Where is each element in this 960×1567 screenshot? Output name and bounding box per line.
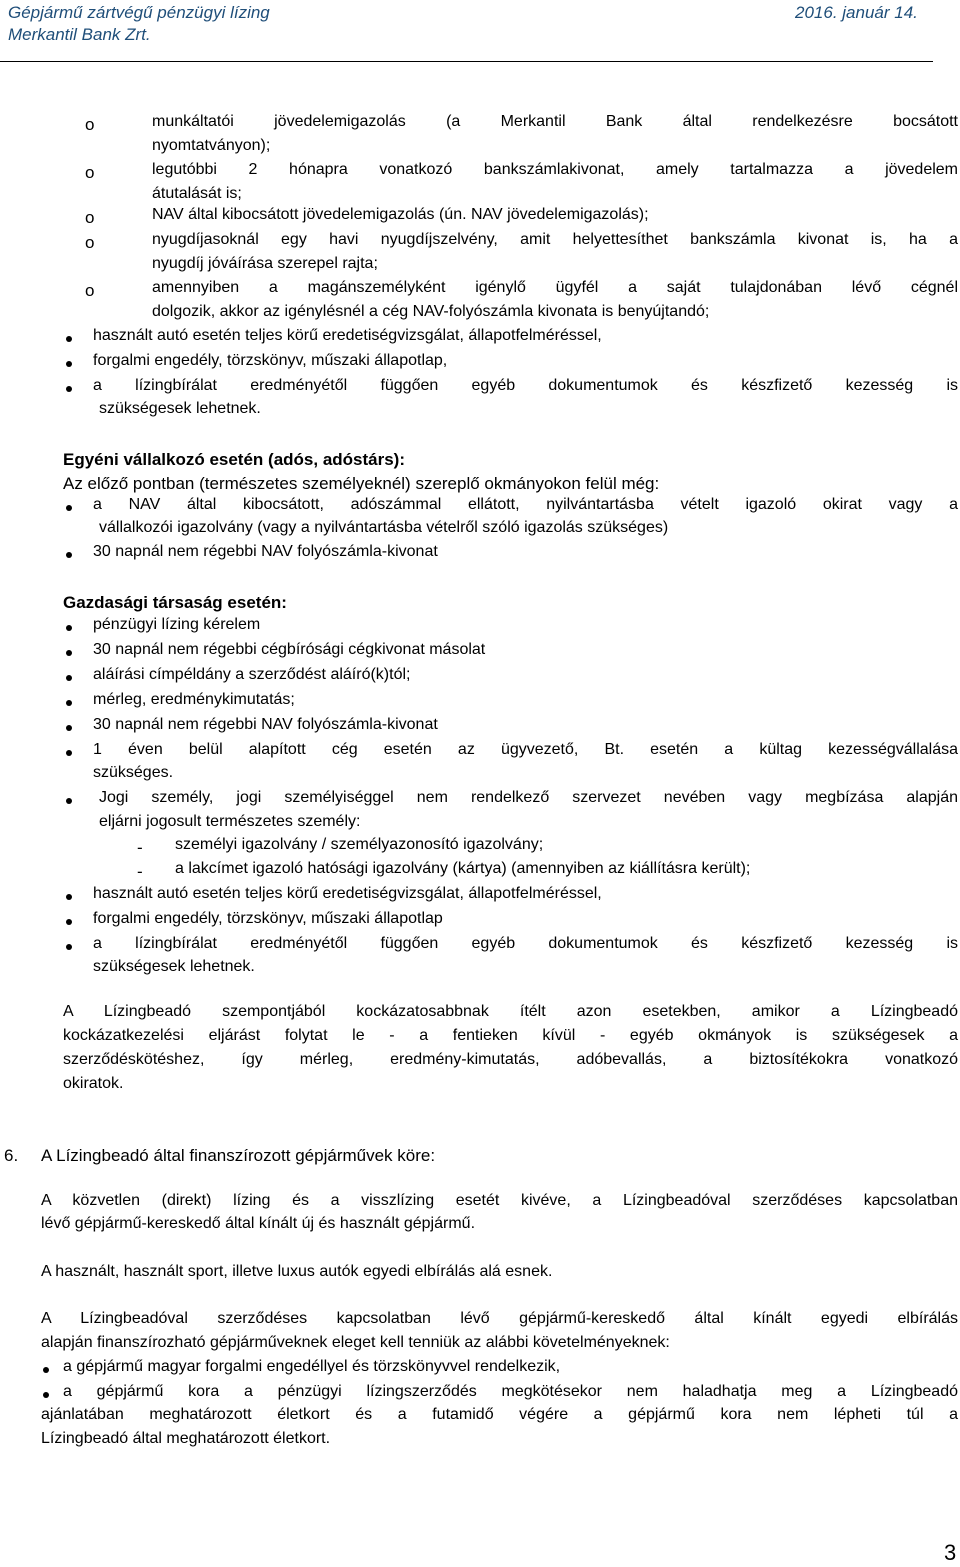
list-item: 30 napnál nem régebbi NAV folyószámla-kivonat	[93, 716, 438, 733]
bullet-icon	[66, 798, 72, 804]
section-title: A Lízingbeadó által finanszírozott gépjárművek köre:	[41, 1146, 436, 1165]
bullet-icon	[66, 386, 72, 392]
list-item: eljárni jogosult természetes személy:	[99, 813, 361, 830]
document-title: Gépjármű zártvégű pénzügyi lízing	[8, 3, 270, 22]
page-number: 3	[944, 1540, 957, 1565]
dash-item: a lakcímet igazoló hatósági igazolvány (kártya) (amennyiben az kiállításra került);	[175, 860, 751, 877]
dash-marker: -	[137, 838, 143, 857]
document-date: 2016. január 14.	[795, 3, 918, 22]
dash-marker: -	[137, 862, 143, 881]
list-item: használt autó esetén teljes körű eredetiségvizsgálat, állapotfelméréssel,	[93, 885, 602, 902]
sub-item-line: nyugdíjasoknál egy havi nyugdíjszelvény, amit helyettesíthet bankszámla kivonat is, ha a	[152, 231, 958, 248]
circle-bullet-icon: o	[85, 115, 95, 134]
sub-item-line: legutóbbi 2 hónapra vonatkozó bankszámlakivonat, amely tartalmazza a jövedelem	[152, 161, 958, 178]
list-item: mérleg, eredménykimutatás;	[93, 691, 295, 708]
paragraph-line: A Lízingbeadóval szerződéses kapcsolatban lévő gépjármű-kereskedő által kínált egyedi elbírálás	[41, 1310, 958, 1327]
list-item: ajánlatában meghatározott életkort és a futamidő végére a gépjármű kora nem lépheti túl a	[41, 1406, 958, 1423]
list-item: 1 éven belül alapított cég esetén az ügyvezető, Bt. esetén a kültag kezességvállalása	[93, 741, 958, 758]
paragraph-line: A Lízingbeadó szempontjából kockázatosabbnak ítélt azon esetekben, amikor a Lízingbeadó	[63, 1003, 958, 1020]
sub-item-line: nyugdíj jóváírása szerepel rajta;	[152, 255, 378, 272]
company-name: Merkantil Bank Zrt.	[8, 25, 151, 44]
bullet-icon	[66, 700, 72, 706]
list-item: Jogi személy, jogi személyiséggel nem rendelkező szervezet nevében vagy megbízása alapján	[99, 789, 958, 806]
list-item: a NAV által kibocsátott, adószámmal ellátott, nyilvántartásba vételt igazoló okirat vagy a	[93, 496, 958, 513]
paragraph-line: alapján finanszírozható gépjárműveknek eleget kell tenniük az alábbi követelményeknek:	[41, 1334, 670, 1351]
section-number: 6.	[4, 1146, 19, 1165]
bullet-icon	[66, 894, 72, 900]
section-heading-sole-trader: Egyéni vállalkozó esetén (adós, adóstárs):	[63, 450, 406, 469]
bullet-icon	[66, 944, 72, 950]
list-item: aláírási címpéldány a szerződést aláíró(k)tól;	[93, 666, 411, 683]
paragraph-line: A közvetlen (direkt) lízing és a visszlízing esetét kivéve, a Lízingbeadóval szerződéses kapcsolatban	[41, 1192, 958, 1209]
bullet-icon	[66, 625, 72, 631]
list-item: 30 napnál nem régebbi NAV folyószámla-kivonat	[93, 543, 438, 560]
bullet-icon	[66, 919, 72, 925]
sub-item-line: NAV által kibocsátott jövedelemigazolás (ún. NAV jövedelemigazolás);	[152, 206, 649, 223]
list-item: a gépjármű magyar forgalmi engedéllyel és törzskönyvvel rendelkezik,	[63, 1358, 561, 1375]
circle-bullet-icon: o	[85, 163, 95, 182]
list-item: Lízingbeadó által meghatározott életkort.	[41, 1430, 331, 1447]
circle-bullet-icon: o	[85, 233, 95, 252]
bullet-icon	[66, 552, 72, 558]
bullet-icon	[66, 725, 72, 731]
bullet-icon	[66, 750, 72, 756]
list-item: forgalmi engedély, törzskönyv, műszaki állapotlap	[93, 910, 443, 927]
list-item: használt autó esetén teljes körű eredetiségvizsgálat, állapotfelméréssel,	[93, 327, 602, 344]
bullet-icon	[43, 1392, 49, 1398]
bullet-icon	[66, 336, 72, 342]
bullet-icon	[66, 675, 72, 681]
sub-item-line: munkáltatói jövedelemigazolás (a Merkantil Bank által rendelkezésre bocsátott	[152, 113, 958, 130]
list-item: forgalmi engedély, törzskönyv, műszaki állapotlap,	[93, 352, 448, 369]
sole-trader-intro: Az előző pontban (természetes személyeknél) szereplő okmányokon felül még:	[63, 474, 660, 493]
paragraph-line: szerződéskötéshez, így mérleg, eredmény-kimutatás, adóbevallás, a biztosítékokra vonatkozó	[63, 1051, 958, 1068]
circle-bullet-icon: o	[85, 281, 95, 300]
circle-bullet-icon: o	[85, 208, 95, 227]
list-item: a lízingbírálat eredményétől függően egyéb dokumentumok és készfizető kezesség is	[93, 935, 958, 952]
paragraph-line: okiratok.	[63, 1075, 124, 1092]
section-heading-company: Gazdasági társaság esetén:	[63, 593, 287, 612]
header-divider	[0, 61, 933, 62]
sub-item-line: amennyiben a magánszemélyként igénylő ügyfél a saját tulajdonában lévő cégnél	[152, 279, 958, 296]
bullet-icon	[66, 505, 72, 511]
list-item: pénzügyi lízing kérelem	[93, 616, 261, 633]
list-item: a gépjármű kora a pénzügyi lízingszerződés megkötésekor nem haladhatja meg a Lízingbeadó	[63, 1383, 958, 1400]
list-item: szükségesek lehetnek.	[99, 400, 261, 417]
paragraph-line: kockázatkezelési eljárást folytat le - a fentieken kívül - egyéb okmányok is szükségesek a	[63, 1027, 958, 1044]
dash-item: személyi igazolvány / személyazonosító igazolvány;	[175, 836, 544, 853]
list-item: szükségesek lehetnek.	[93, 958, 255, 975]
paragraph-line: A használt, használt sport, illetve luxus autók egyedi elbírálás alá esnek.	[41, 1263, 553, 1280]
sub-item-line: nyomtatványon);	[152, 137, 271, 154]
bullet-icon	[66, 650, 72, 656]
bullet-icon	[66, 361, 72, 367]
list-item: vállalkozói igazolvány (vagy a nyilvántartásba vételről szóló igazolás szükséges)	[99, 519, 669, 536]
bullet-icon	[43, 1367, 49, 1373]
list-item: szükséges.	[93, 764, 174, 781]
sub-item-line: átutalását is;	[152, 185, 242, 202]
sub-item-line: dolgozik, akkor az igénylésnél a cég NAV-folyószámla kivonata is benyújtandó;	[152, 303, 710, 320]
paragraph-line: lévő gépjármű-kereskedő által kínált új és használt gépjármű.	[41, 1215, 476, 1232]
list-item: a lízingbírálat eredményétől függően egyéb dokumentumok és készfizető kezesség is	[93, 377, 958, 394]
list-item: 30 napnál nem régebbi cégbírósági cégkivonat másolat	[93, 641, 486, 658]
